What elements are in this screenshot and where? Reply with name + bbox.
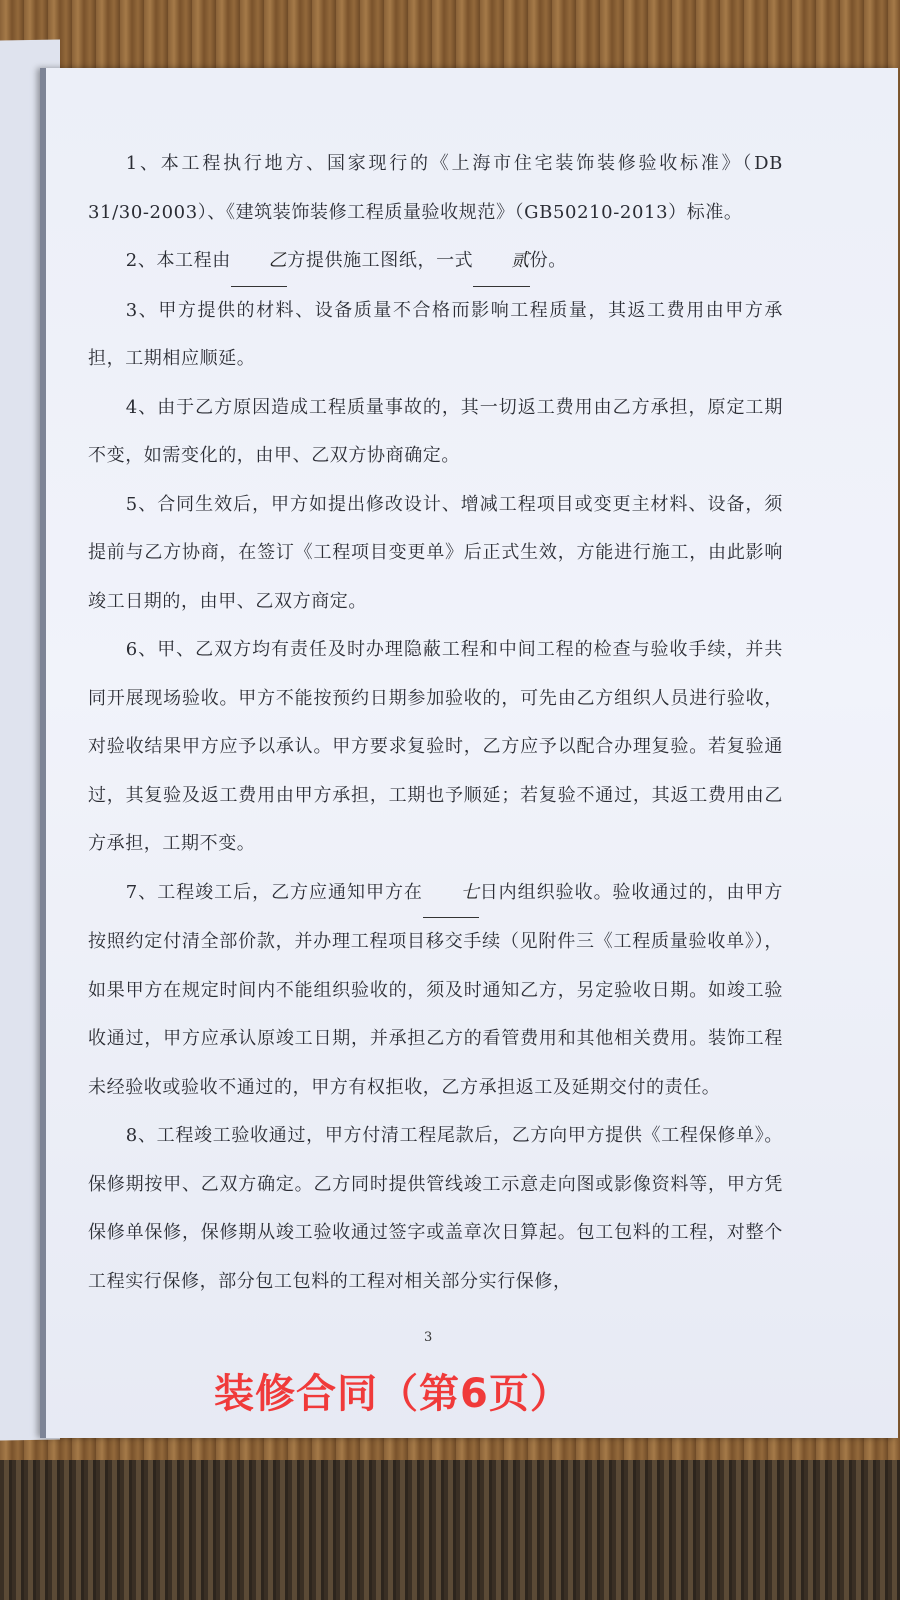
clause-7-part-2: 日内组织验收。验收通过的，由甲方按照约定付清全部价款，并办理工程项目移交手续（见附件三《工程质量验收单》），如果甲方在规定时间内不能组织验收的，须及时通知乙方，另定验收日期。如竣工验收通过，甲方应承认原竣工日期，并承担乙方的看管费用和其他相关费用。装饰工程未经验收或验收不通过的，甲方有权拒收，乙方承担返工及延期交付的责任。 — [88, 881, 783, 1098]
clause-4: 4、由于乙方原因造成工程质量事故的，其一切返工费用由乙方承担，原定工期不变，如需变化的，由甲、乙双方协商确定。 — [88, 396, 783, 466]
clause-8: 8、工程竣工验收通过，甲方付清工程尾款后，乙方向甲方提供《工程保修单》。保修期按甲、乙双方确定。乙方同时提供管线竣工示意走向图或影像资料等，甲方凭保修单保修，保修期从竣工验收通过签字或盖章次日算起。包工包料的工程，对整个工程实行保修，部分包工包料的工程对相关部分实行保修， — [88, 1125, 783, 1292]
binding-spine — [40, 68, 46, 1438]
clause-7-part-1: 7、工程竣工后，乙方应通知甲方在 — [125, 881, 423, 903]
clause-3: 3、甲方提供的材料、设备质量不合格而影响工程质量，其返工费用由甲方承担，工期相应顺延。 — [88, 299, 783, 369]
footer-label: 装修合同（第6页） — [214, 1371, 571, 1417]
page-number: 3 — [424, 1330, 433, 1345]
handwritten-party: 乙 — [231, 237, 287, 287]
contract-text — [88, 140, 783, 1306]
handwritten-days: 七 — [423, 869, 479, 919]
clause-2-part-1: 2、本工程由 — [125, 250, 231, 271]
table-mat — [0, 1460, 900, 1600]
clause-1: 1、本工程执行地方、国家现行的《上海市住宅装饰装修验收标准》（DB 31/30-2003）、《建筑装饰装修工程质量验收规范》（GB50210-2013）标准。 — [88, 153, 783, 223]
clause-2-part-2: 方提供施工图纸，一式 — [287, 250, 474, 271]
clause-5: 5、合同生效后，甲方如提出修改设计、增减工程项目或变更主材料、设备，须提前与乙方协商，在签订《工程项目变更单》后正式生效，方能进行施工，由此影响竣工日期的，由甲、乙双方商定。 — [88, 493, 783, 612]
clause-2 — [88, 237, 783, 287]
clause-7 — [88, 869, 783, 1113]
clause-2-part-3: 份。 — [529, 250, 567, 271]
handwritten-copies: 贰 — [473, 237, 529, 287]
clause-6: 6、甲、乙双方均有责任及时办理隐蔽工程和中间工程的检查与验收手续，并共同开展现场验收。甲方不能按预约日期参加验收的，可先由乙方组织人员进行验收，对验收结果甲方应予以承认。甲方要求复验时，乙方应予以配合办理复验。若复验通过，其复验及返工费用由甲方承担，工期也予顺延；若复验不通过，其返工费用由乙方承担，工期不变。 — [88, 639, 783, 854]
